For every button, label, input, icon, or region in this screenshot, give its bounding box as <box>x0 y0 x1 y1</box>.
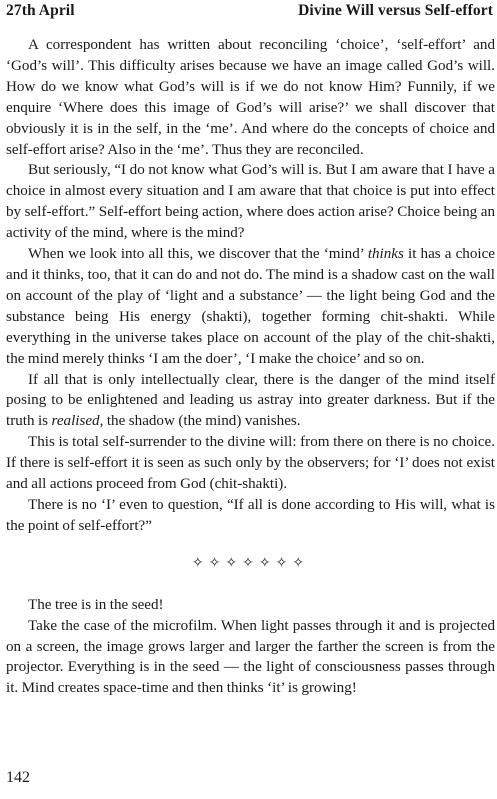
paragraph-text: , the shadow (the mind) vanishes. <box>99 413 301 430</box>
four-point-star-ornament-icon: ✧ <box>242 554 259 571</box>
running-header <box>6 0 495 22</box>
paragraph: The tree is in the seed! <box>28 596 164 613</box>
paragraph-text: it has a choice and it thinks, too, that it can do and not do. The mind is a shadow cast on the wall on account of the play of ‘light and a substance’ — the light being God and the substance being His energy (shakti), together forming chit-shakti. While everything in the universe takes place on account of the play of the chit-shakti, the mind merely thinks ‘I am the doer’, ‘I make the choice’ and so on. <box>6 246 495 367</box>
paragraph-text: If all that is only intellectually clear, there is the danger of the mind itself posing to be enlightened and leading us astray into greater darkness. But if the truth is <box>6 371 495 430</box>
four-point-star-ornament-icon: ✧ <box>258 554 276 571</box>
four-point-star-ornament-icon: ✧ <box>225 554 243 571</box>
four-point-star-ornament-icon: ✧ <box>292 554 310 571</box>
paragraph: Take the case of the microfilm. When light passes through it and is projected on a screen, the image grows larger and larger the farther the screen is from the projector. Everything is in the seed — the light of consciousness passes through it. Mind creates space-time and then thinks ‘it’ is growing! <box>6 617 495 697</box>
emphasis-text: thinks <box>367 246 404 263</box>
four-point-star-ornament-icon: ✧ <box>191 554 209 571</box>
paragraph-text: When we look into all this, we discover that the ‘mind’ <box>28 246 368 263</box>
four-point-star-ornament-icon: ✧ <box>208 554 226 571</box>
paragraph: There is no ‘I’ even to question, “If all is done according to His will, what is the point of self-effort?” <box>6 496 495 534</box>
four-point-star-ornament-icon: ✧ <box>275 554 293 571</box>
section-break-ornaments <box>6 553 495 573</box>
page-number: 142 <box>6 769 30 786</box>
page-body <box>6 35 495 699</box>
paragraph: A correspondent has written about reconciling ‘choice’, ‘self-effort’ and ‘God’s will’. This difficulty arises because we have an image called God’s will. How do we know what God’s will is if we do not know Him? Funnily, if we enquire ‘Where does this image of God’s will arise?’ we shall discover that obviously it is in the self, in the ‘me’. And where do the concepts of choice and self-effort arise? Also in the ‘me’. Thus they are reconciled. <box>6 37 495 158</box>
paragraph: But seriously, “I do not know what God’s will is. But I am aware that I have a choice in almost every situation and I am aware that that choice is put into effect by self-effort.” Self-effort being action, where does action arise? Choice being an activity of the mind, where is the mind? <box>6 162 495 242</box>
header-title: Divine Will versus Self-effort <box>298 2 493 19</box>
paragraph <box>6 244 495 369</box>
paragraph <box>6 370 495 433</box>
paragraph: This is total self-surrender to the divine will: from there on there is no choice. If there is self-effort it is seen as such only by the observers; for ‘I’ does not exist and all actions proceed from God (chit-shakti). <box>6 434 495 493</box>
header-date: 27th April <box>6 2 75 19</box>
emphasis-text: realised <box>51 413 100 430</box>
